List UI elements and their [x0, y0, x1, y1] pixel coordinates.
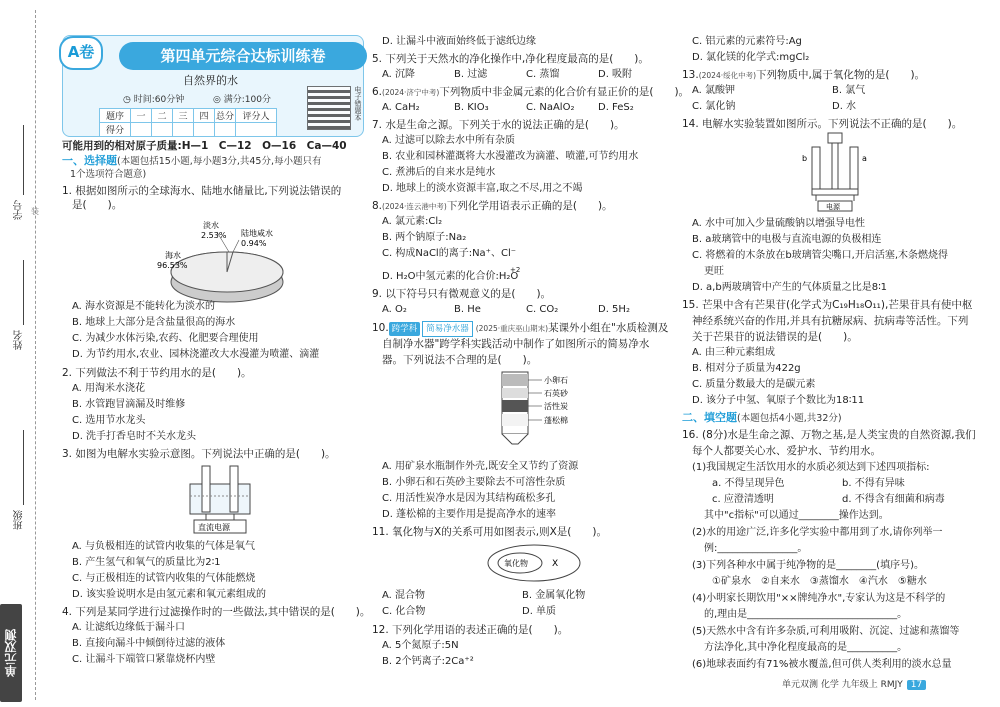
q1-option-d[interactable]: D. 为节约用水,农业、园林浇灌改大水漫灌为喷灌、滴灌 [72, 349, 320, 360]
q16-criterion-b: b. 不得有异味 [842, 478, 905, 489]
q10-option-a[interactable]: A. 用矿泉水瓶制作外壳,既安全又节约了资源 [382, 461, 579, 472]
section-1-desc: (本题包括15小题,每小题3分,共45分,每小题只有 [117, 156, 322, 167]
q1-chart-label: 2.53% [201, 231, 227, 240]
cut-mark: 装 [31, 207, 39, 216]
q12-option-d[interactable]: D. 氯化镁的化学式:mgCl₂ [692, 52, 810, 63]
q4-stem: 4. 下列是某同学进行过滤操作时的一些做法,其中错误的是( )。 [62, 606, 371, 618]
q1-chart-label: 海水 [165, 251, 181, 260]
q16-criterion-a: a. 不得呈现异色 [712, 478, 785, 489]
q16-part-4-blank[interactable]: 的,理由是______________________________。 [704, 609, 908, 620]
q9-stem: 9. 以下符号只有微观意义的是( )。 [372, 288, 552, 300]
q16-part-3-options: ①矿泉水 ②自来水 ③蒸馏水 ④汽水 ⑤糖水 [712, 576, 927, 587]
q4-option-a[interactable]: A. 让滤纸边缘低于漏斗口 [72, 622, 186, 633]
score-input-cell[interactable] [236, 123, 277, 137]
q8-option-d[interactable]: D. H₂O中氢元素的化合价:H₂O [382, 271, 519, 282]
q13-source-tag: (2024·绥化中考) [698, 71, 757, 80]
q4-option-d[interactable]: D. 让漏斗中液面始终低于滤纸边缘 [382, 36, 537, 47]
section-1-desc-2: 1个选项符合题意) [70, 169, 147, 180]
q11-option-b[interactable]: B. 金属氧化物 [522, 590, 586, 601]
q6-option-a[interactable]: A. CaH₂ [382, 102, 420, 113]
q6-option-d[interactable]: D. FeS₂ [598, 102, 634, 113]
q1-stem: 1. 根据如图所示的全球海水、陆地水储量比,下列说法错误的 [62, 185, 342, 197]
q12-option-c[interactable]: C. 铝元素的元素符号:Ag [692, 36, 802, 47]
q16-part-2-blank[interactable]: 例:________________。 [704, 543, 808, 554]
q3-option-a[interactable]: A. 与负极相连的试管内收集的气体是氧气 [72, 541, 256, 552]
interdisciplinary-tag: 跨学科 [389, 322, 421, 336]
star-icon: ◎ [213, 95, 221, 105]
score-input-cell[interactable] [152, 123, 173, 137]
q3-option-b[interactable]: B. 产生氢气和氧气的质量比为2∶1 [72, 557, 221, 568]
q14-figure-label: 电源 [826, 203, 840, 211]
q12-stem: 12. 下列化学用语的表述正确的是( )。 [372, 624, 569, 636]
q10-option-b[interactable]: B. 小卵石和石英砂主要除去不可溶性杂质 [382, 477, 566, 488]
q10-option-c[interactable]: C. 用活性炭净水是因为其结构疏松多孔 [382, 493, 556, 504]
q16-stem: 16. (8分)水是生命之源、万物之基,是人类宝贵的自然资源,我们 [682, 429, 976, 441]
q2-stem: 2. 下列做法不利于节约用水的是( )。 [62, 367, 252, 379]
exam-header [62, 35, 364, 137]
q3-option-d[interactable]: D. 该实验说明水是由氢元素和氧元素组成的 [72, 589, 267, 600]
q16-part-2: (2)水的用途广泛,许多化学实验中都用到了水,请你列举一 [692, 527, 943, 538]
q3-electrolysis-figure [180, 462, 260, 536]
q6-stem: 下列物质中非金属元素的化合价有显正价的是( )。 [439, 86, 690, 98]
q8-source-tag: (2024·连云港中考) [382, 202, 447, 211]
q3-option-c[interactable]: C. 与正极相连的试管内收集的气体能燃烧 [72, 573, 256, 584]
q7-option-a[interactable]: A. 过滤可以除去水中所有杂质 [382, 135, 516, 146]
binding-margin [0, 0, 58, 707]
q6-option-c[interactable]: C. NaAlO₂ [526, 102, 575, 113]
score-cell: 得分 [100, 123, 131, 137]
q7-option-b[interactable]: B. 农业和园林灌溉将大水漫灌改为滴灌、喷灌,可节约用水 [382, 151, 639, 162]
q7-option-d[interactable]: D. 地球上的淡水资源丰富,取之不尽,用之不竭 [382, 183, 583, 194]
q10-layer-label: 小卵石 [544, 376, 568, 385]
q9-option-c[interactable]: C. CO₂ [526, 304, 559, 315]
q16-part-5: (5)天然水中含有许多杂质,可利用吸附、沉淀、过滤和蒸馏等 [692, 626, 960, 637]
clock-icon: ◷ [123, 95, 131, 105]
qr-label: 电子错题本 [354, 86, 362, 121]
q10-number: 10. [372, 322, 389, 334]
q16-criterion-d: d. 不得含有细菌和病毒 [842, 494, 945, 505]
q5-option-c[interactable]: C. 蒸馏 [526, 69, 560, 80]
page-footer [782, 677, 926, 690]
q13-stem: 下列物质中,属于氧化物的是( )。 [756, 69, 926, 81]
q11-option-c[interactable]: C. 化合物 [382, 606, 426, 617]
footer-text: 单元双测 化学 九年级上 RMJY [782, 680, 903, 690]
q3-stem: 3. 如图为电解水实验示意图。下列说法中正确的是( )。 [62, 448, 336, 460]
q5-stem: 5. 下列关于天然水的净化操作中,净化程度最高的是( )。 [372, 53, 649, 65]
binding-line [35, 10, 36, 700]
q16-part-6: (6)地球表面约有71%被水覆盖,但可供人类利用的淡水总量 [692, 659, 952, 670]
section-2-desc: (本题包括4小题,共32分) [737, 413, 842, 424]
q15-stem: 15. 芒果中含有芒果苷(化学式为C₁₉H₁₈O₁₁),芒果苷具有使中枢 [682, 299, 973, 311]
score-table-header-row [100, 109, 277, 123]
q8-option-b[interactable]: B. 两个钠原子:Na₂ [382, 232, 467, 243]
q14-tube-label: a [862, 154, 867, 163]
section-2-title: 二、填空题 [682, 411, 737, 424]
score-table-score-row [100, 123, 277, 137]
q10-layer-label: 石英砂 [544, 389, 568, 398]
q2-option-d[interactable]: D. 洗手打香皂时不关水龙头 [72, 431, 197, 442]
q6-number: 6. [372, 86, 383, 98]
brand-badge: 单元双测 [0, 604, 22, 702]
page-number: 17 [907, 680, 926, 690]
q8-option-c[interactable]: C. 构成NaCl的离子:Na⁺、Cl⁻ [382, 248, 517, 259]
score-input-cell[interactable] [131, 123, 152, 137]
name-blank[interactable] [23, 260, 24, 325]
q16-part-4: (4)小明家长期饮用"××牌纯净水",专家认为这是不科学的 [692, 593, 946, 604]
class-label: 班级 [14, 510, 25, 530]
q2-option-b[interactable]: B. 水管跑冒滴漏及时维修 [72, 399, 186, 410]
q14-option-d[interactable]: D. a,b两玻璃管中产生的气体质量之比是8∶1 [692, 282, 888, 293]
q1-chart-label: 0.94% [241, 239, 267, 248]
q4-option-c[interactable]: C. 让漏斗下端管口紧靠烧杯内壁 [72, 654, 216, 665]
qr-code-icon[interactable] [307, 86, 351, 130]
q14-electrolysis-figure [802, 131, 872, 213]
q11-option-d[interactable]: D. 单质 [522, 606, 557, 617]
q9-option-d[interactable]: D. 5H₂ [598, 304, 630, 315]
q7-stem: 7. 水是生命之源。下列关于水的说法正确的是( )。 [372, 119, 625, 131]
student-id-blank[interactable] [23, 125, 24, 195]
q14-option-b[interactable]: B. a玻璃管中的电极与直流电源的负极相连 [692, 234, 882, 245]
q10-stem: 某课外小组在"水质检测及 [548, 322, 669, 334]
q16-part-5-blank[interactable]: 方法净化,其中净化程度最高的是__________。 [704, 642, 908, 653]
exam-time: 时间:60分钟 [133, 95, 185, 105]
q13-number: 13. [682, 69, 699, 81]
q1-chart-label: 96.53% [157, 261, 188, 270]
q15-stem-3: 关于芒果苷的说法错误的是( )。 [692, 331, 858, 343]
q1-option-a[interactable]: A. 海水资源是不能转化为淡水的 [72, 301, 216, 312]
q16-part-3[interactable]: (3)下列各种水中属于纯净物的是________(填序号)。 [692, 560, 924, 571]
q6-source-tag: (2024·济宁中考) [382, 88, 440, 97]
score-cell: 一 [131, 109, 152, 123]
q11-outer-label: X [552, 559, 559, 569]
score-cell: 题序 [100, 109, 131, 123]
q15-option-a[interactable]: A. 由三种元素组成 [692, 347, 776, 358]
q13-option-c[interactable]: C. 氯化钠 [692, 101, 736, 112]
score-input-cell[interactable] [173, 123, 194, 137]
q1-pie-chart [157, 218, 307, 306]
q16-stem-2: 每个人都要关心水、爱护水、节约用水。 [692, 445, 881, 457]
score-cell: 评分人 [236, 109, 277, 123]
q10-layer-label: 活性炭 [544, 402, 568, 411]
section-1-title: 一、选择题 [62, 154, 117, 167]
q9-option-b[interactable]: B. He [454, 304, 481, 315]
q11-stem: 11. 氧化物与X的关系可用如图表示,则X是( )。 [372, 526, 607, 538]
score-input-cell[interactable] [194, 123, 215, 137]
q8-stem: 下列化学用语表示正确的是( )。 [446, 200, 613, 212]
name-label: 姓名 [14, 330, 25, 350]
q7-option-c[interactable]: C. 煮沸后的自来水是纯水 [382, 167, 496, 178]
q15-option-b[interactable]: B. 相对分子质量为422g [692, 363, 801, 374]
q9-option-a[interactable]: A. O₂ [382, 304, 407, 315]
class-blank[interactable] [23, 430, 24, 505]
score-table [99, 108, 277, 137]
paper-a-badge: A卷 [59, 36, 103, 70]
q15-option-d[interactable]: D. 该分子中氢、氧原子个数比为18∶11 [692, 395, 865, 406]
exam-title: 第四单元综合达标训练卷 [119, 42, 367, 70]
q1-stem-2: 是( )。 [72, 199, 123, 211]
q15-stem-2: 神经系统兴奋的作用,并具有抗糖尿病、抗病毒等活性。下列 [692, 315, 969, 327]
q1-option-b[interactable]: B. 地球上大部分是含盐量很高的海水 [72, 317, 236, 328]
student-id-label: 学号 [14, 200, 25, 220]
q12-option-b[interactable]: B. 2个钙离子:2Ca⁺² [382, 656, 474, 667]
q2-option-a[interactable]: A. 用淘米水浇花 [72, 383, 146, 394]
score-cell: 二 [152, 109, 173, 123]
q10-option-d[interactable]: D. 蓬松棉的主要作用是提高净水的速率 [382, 509, 557, 520]
score-input-cell[interactable] [215, 123, 236, 137]
q10-stem-3: 器。下列说法不合理的是( )。 [382, 354, 538, 366]
score-cell: 四 [194, 109, 215, 123]
q14-option-c[interactable]: C. 将燃着的木条放在b玻璃管尖嘴口,开启活塞,木条燃烧得 [692, 250, 949, 261]
q8-option-a[interactable]: A. 氯元素:Cl₂ [382, 216, 443, 227]
score-cell: 总分 [215, 109, 236, 123]
q5-option-d[interactable]: D. 吸附 [598, 69, 633, 80]
q11-venn-figure [484, 542, 584, 584]
exam-subtitle: 自然界的水 [183, 74, 238, 87]
q6-option-b[interactable]: B. KIO₃ [454, 102, 489, 113]
q1-option-c[interactable]: C. 为减少水体污染,农药、化肥要合理使用 [72, 333, 259, 344]
q10-source-tag: (2025·重庆巫山期末) [475, 324, 549, 333]
q13-option-a[interactable]: A. 氯酸钾 [692, 85, 736, 96]
q3-figure-label: 直流电源 [198, 523, 230, 532]
q11-option-a[interactable]: A. 混合物 [382, 590, 426, 601]
q8-number: 8. [372, 200, 383, 212]
exam-full-score: 满分:100分 [223, 95, 271, 105]
q8-valence-mark: +2 [510, 266, 521, 274]
q16-criterion-c: c. 应澄清透明 [712, 494, 774, 505]
q11-inner-label: 氧化物 [504, 559, 528, 568]
q14-stem: 14. 电解水实验装置如图所示。下列说法不正确的是( )。 [682, 118, 963, 130]
q4-option-b[interactable]: B. 直接向漏斗中倾倒待过滤的液体 [72, 638, 226, 649]
q10-layer-label: 蓬松棉 [544, 416, 568, 425]
score-cell: 三 [173, 109, 194, 123]
q2-option-c[interactable]: C. 选用节水龙头 [72, 415, 146, 426]
q14-tube-label: b [802, 154, 808, 163]
q5-option-b[interactable]: B. 过滤 [454, 69, 488, 80]
q14-option-a[interactable]: A. 水中可加入少量硫酸钠以增强导电性 [692, 218, 866, 229]
q1-chart-label: 陆地咸水 [241, 229, 273, 238]
q13-option-b[interactable]: B. 氯气 [832, 85, 866, 96]
q1-chart-label: 淡水 [203, 221, 219, 230]
q5-option-a[interactable]: A. 沉降 [382, 69, 416, 80]
q13-option-d[interactable]: D. 水 [832, 101, 857, 112]
topic-tag: 简易净水器 [422, 321, 473, 337]
q15-option-c[interactable]: C. 质量分数最大的是碳元素 [692, 379, 816, 390]
q14-option-c-cont: 更旺 [704, 266, 724, 277]
q10-water-filter-figure [482, 368, 592, 454]
q16-part-1: (1)我国规定生活饮用水的水质必须达到下述四项指标: [692, 462, 930, 473]
atomic-masses: 可能用到的相对原子质量:H—1 C—12 O—16 Ca—40 [62, 140, 347, 152]
q10-stem-2: 自制净水器"跨学科实践活动中制作了如图所示的简易净水 [382, 338, 650, 350]
q12-option-a[interactable]: A. 5个氮原子:5N [382, 640, 459, 651]
q16-part-1-blank[interactable]: 其中"c指标"可以通过________操作达到。 [704, 510, 889, 521]
